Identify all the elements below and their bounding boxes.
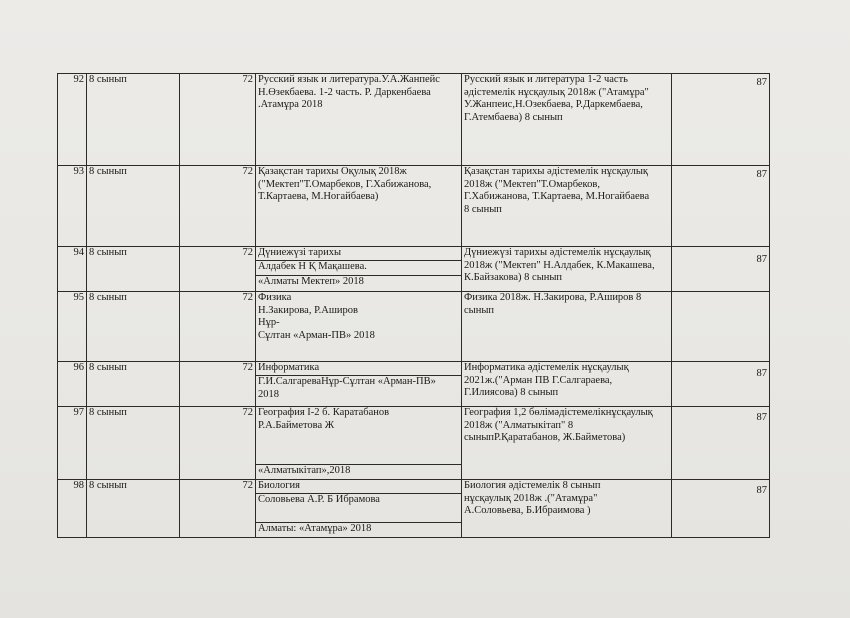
grade-cell: 8 сынып [87,292,180,362]
grade-cell: 8 сынып [87,362,180,407]
guide-line: 8 сынып [464,203,502,215]
textbook-publisher: Алматы: «Атамұра» 2018 [256,522,461,537]
textbook-city-part: Нұр- [258,317,280,329]
guide-line: 2018ж ("Алматыкітап" 8 [464,419,574,431]
textbook-cell [256,247,462,292]
textbook-subject: Дүниежүзі тарихы [258,247,342,258]
quantity-cell: 87 [672,407,770,480]
textbook-cell [256,480,462,538]
row-number: 94 [58,247,87,292]
guide-line: Г.Атембаева) 8 сынып [464,111,563,123]
grade-cell: 8 сынып [87,407,180,480]
guide-line: Физика 2018ж. Н.Закирова, Р.Аширов 8 [464,292,642,303]
textbook-publisher: «Алматыкітап»,2018 [256,464,461,479]
guide-line: Биология әдістемелік 8 сынып [464,480,601,491]
guide-cell [462,74,672,166]
row-number: 97 [58,407,87,480]
guide-line: сыныпР.Қаратабанов, Ж.Байметова) [464,432,626,444]
row-number: 96 [58,362,87,407]
guide-line: География 1,2 бөлімәдістемелікнұсқаулық [464,407,653,418]
guide-line: К.Байзакова) 8 сынып [464,272,563,284]
table-row [58,362,770,407]
guide-line: нұсқаулық 2018ж .("Атамұра" [464,492,598,504]
quantity-cell: 87 [672,480,770,538]
textbook-line: Т.Картаева, М.Ногайбаева) [258,191,379,203]
row-number: 93 [58,166,87,247]
guide-line: Г.Илиясова) 8 сынып [464,387,559,399]
guide-line: Г.Хабижанова, Т.Картаева, М.Ногайбаева [464,191,650,203]
student-count: 72 [180,362,256,407]
grade-cell: 8 сынып [87,74,180,166]
textbook-line [258,305,459,330]
student-count: 72 [180,292,256,362]
textbook-line: Русский язык и литература.У.А.Жанпейс [258,74,440,85]
quantity-cell: 87 [672,247,770,292]
textbook-subject: Информатика [258,362,320,373]
grade-cell: 8 сынып [87,166,180,247]
textbook-authors: Соловьева А.Р. Б Ибрамова [256,493,461,522]
textbook-cell [256,362,462,407]
guide-cell [462,292,672,362]
student-count: 72 [180,407,256,480]
textbook-line: .Атамұра 2018 [258,99,323,111]
quantity-cell: 87 [672,166,770,247]
student-count: 72 [180,247,256,292]
textbook-details: Г.И.СалгареваНұр-Сұлтан «Арман-ПВ» 2018 [256,375,461,401]
table-row [58,292,770,362]
textbook-line: Физика [258,292,292,303]
quantity-cell: 87 [672,74,770,166]
textbook-line: Қазақстан тарихы Оқулық 2018ж [258,166,407,177]
guide-line: 2021ж.("Арман ПВ Г.Салгараева, [464,374,613,386]
guide-cell [462,362,672,407]
textbook-line: Н.Өзекбаева. 1-2 часть. Р. Даркенбаева [258,86,431,98]
guide-line: 2018ж ("Мектеп"Т.Омарбеков, [464,178,600,190]
textbook-cell [256,292,462,362]
guide-cell [462,247,672,292]
guide-line: 2018ж ("Мектеп" Н.Алдабек, К.Макашева, [464,259,655,271]
guide-cell [462,166,672,247]
row-number: 92 [58,74,87,166]
table-row [58,74,770,166]
table-row [58,480,770,538]
grade-cell: 8 сынып [87,247,180,292]
textbook-cell [256,166,462,247]
textbook-cell [256,407,462,480]
row-number: 95 [58,292,87,362]
guide-line: сынып [464,304,495,316]
guide-line: Дүниежүзі тарихы әдістемелік нұсқаулық [464,247,651,258]
table-row [58,166,770,247]
guide-line: әдістемелік нұсқаулық 2018ж ("Атамұра" [464,86,649,98]
grade-cell: 8 сынып [87,480,180,538]
guide-line: Информатика әдістемелік нұсқаулық [464,362,629,373]
guide-line: А.Соловьева, Б.Ибраимова ) [464,505,591,517]
textbook-authors: Алдабек Н Қ Мақашева. [256,260,461,275]
textbook-line: Сұлтан «Арман-ПВ» 2018 [258,329,375,341]
textbook-line: ("Мектеп"Т.Омарбеков, Г.Хабижанова, [258,178,432,190]
student-count: 72 [180,480,256,538]
textbook-table [57,73,770,538]
textbook-authors: Н.Закирова, Р.Аширов [258,304,358,316]
textbook-title-authors: География І-2 б. Каратабанов Р.А.Байметова Ж [258,407,390,431]
guide-cell [462,480,672,538]
guide-line: Русский язык и литература 1-2 часть [464,74,628,85]
table-row [58,407,770,480]
student-count: 72 [180,74,256,166]
textbook-publisher: «Алматы Мектеп» 2018 [256,275,461,290]
guide-line: Қазақстан тарихы әдістемелік нұсқаулық [464,166,648,177]
student-count: 72 [180,166,256,247]
row-number: 98 [58,480,87,538]
guide-line: У.Жанпеис,Н.Озекбаева, Р.Даркембаева, [464,99,643,111]
quantity-cell: 87 [672,362,770,407]
guide-cell [462,407,672,480]
textbook-cell [256,74,462,166]
textbook-subject: Биология [258,480,301,491]
table-row [58,247,770,292]
quantity-cell [672,292,770,362]
